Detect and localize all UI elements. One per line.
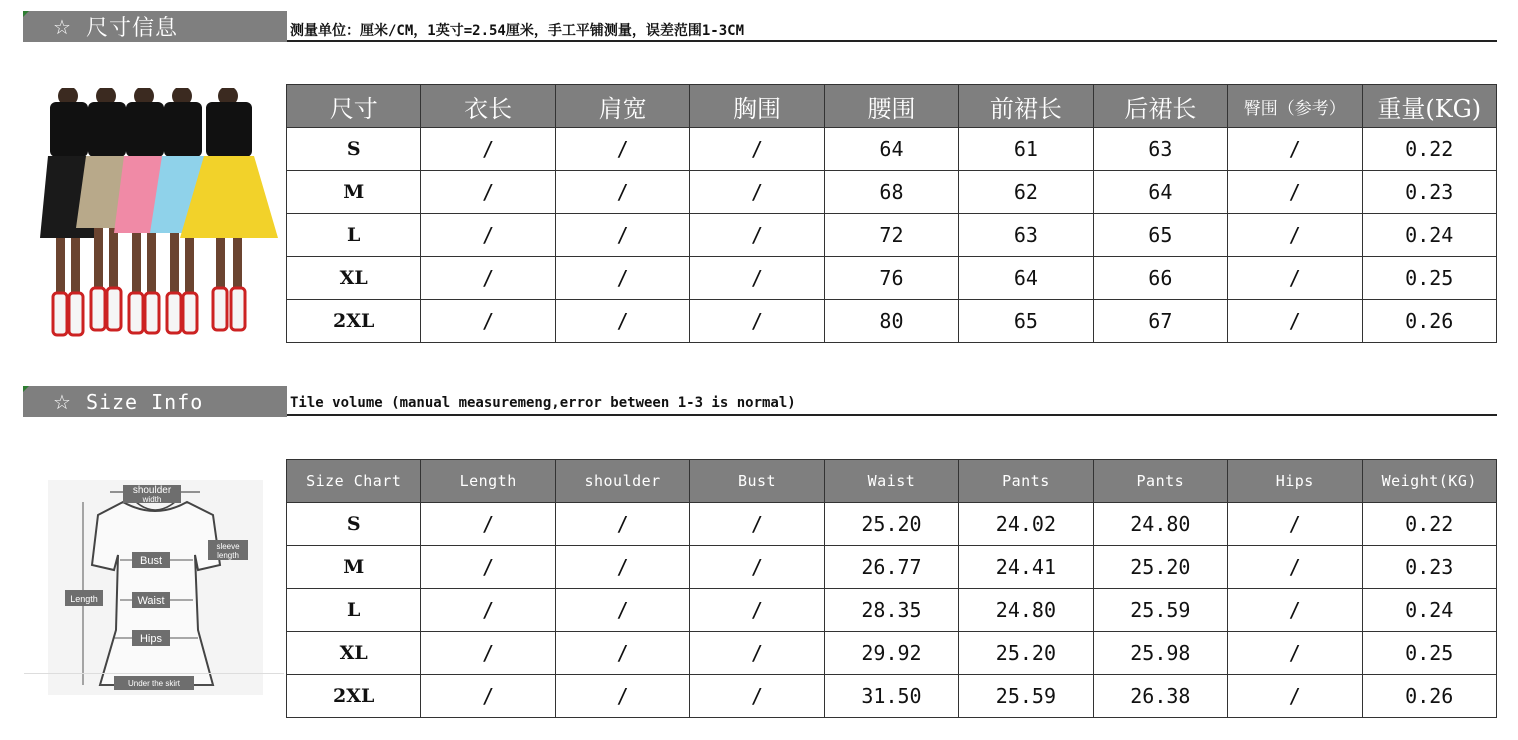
- cn-value-cell: 0.25: [1362, 257, 1497, 300]
- measurement-diagram: [48, 480, 263, 695]
- en-value-cell: /: [421, 589, 555, 632]
- cn-header-cell: 尺寸: [287, 85, 421, 128]
- cn-section-title: 尺寸信息: [85, 16, 178, 41]
- en-value-cell: 0.25: [1362, 632, 1497, 675]
- cn-header-cell: 衣长: [421, 85, 555, 128]
- cn-size-cell: M: [287, 171, 421, 214]
- en-header-cell: Pants: [959, 460, 1093, 503]
- en-size-cell: 2XL: [287, 675, 421, 718]
- en-value-cell: /: [1228, 503, 1362, 546]
- en-value-cell: 24.80: [959, 589, 1093, 632]
- cn-measure-note: 测量单位：厘米/CM，1英寸=2.54厘米，手工平铺测量，误差范围1-3CM: [290, 23, 745, 39]
- en-value-cell: 25.59: [1093, 589, 1227, 632]
- en-value-cell: /: [1228, 546, 1362, 589]
- cn-value-cell: 64: [1093, 171, 1227, 214]
- en-table-body: [287, 503, 1497, 718]
- cn-value-cell: /: [690, 300, 824, 343]
- cn-value-cell: /: [690, 128, 824, 171]
- cn-table-body: [287, 128, 1497, 343]
- en-value-cell: /: [690, 546, 824, 589]
- en-value-cell: /: [690, 589, 824, 632]
- faint-divider: [24, 673, 284, 674]
- en-size-cell: S: [287, 503, 421, 546]
- en-value-cell: 0.22: [1362, 503, 1497, 546]
- en-header-cell: Waist: [824, 460, 958, 503]
- en-value-cell: /: [421, 632, 555, 675]
- en-header-cell: Size Chart: [287, 460, 421, 503]
- en-value-cell: 24.02: [959, 503, 1093, 546]
- cn-value-cell: /: [555, 257, 689, 300]
- en-header-cell: Length: [421, 460, 555, 503]
- en-value-cell: 0.26: [1362, 675, 1497, 718]
- cn-value-cell: /: [1228, 214, 1362, 257]
- en-header-cell: Hips: [1228, 460, 1362, 503]
- cn-table-row: [287, 257, 1497, 300]
- model-figures: [40, 88, 278, 335]
- cn-value-cell: /: [690, 214, 824, 257]
- cn-table-row: [287, 128, 1497, 171]
- en-value-cell: 31.50: [824, 675, 958, 718]
- cn-size-table: [286, 84, 1497, 343]
- cn-value-cell: 63: [959, 214, 1093, 257]
- en-size-cell: M: [287, 546, 421, 589]
- cn-value-cell: 80: [824, 300, 958, 343]
- cn-value-cell: /: [421, 128, 555, 171]
- cn-value-cell: /: [1228, 171, 1362, 214]
- cn-value-cell: 62: [959, 171, 1093, 214]
- length-label: Length: [70, 594, 98, 604]
- cn-value-cell: /: [555, 214, 689, 257]
- cn-table-row: [287, 171, 1497, 214]
- en-table-row: [287, 632, 1497, 675]
- en-value-cell: /: [555, 546, 689, 589]
- en-size-table: [286, 459, 1497, 718]
- cn-header-underline: [287, 40, 1497, 42]
- cn-header-cell: 肩宽: [555, 85, 689, 128]
- en-value-cell: /: [555, 632, 689, 675]
- en-value-cell: 26.38: [1093, 675, 1227, 718]
- en-section-tab: [23, 386, 287, 417]
- cn-value-cell: 65: [959, 300, 1093, 343]
- cn-header-cell: 重量(KG): [1362, 85, 1497, 128]
- en-value-cell: 25.20: [824, 503, 958, 546]
- cn-value-cell: /: [1228, 300, 1362, 343]
- star-icon: ☆: [53, 14, 72, 39]
- cn-size-cell: XL: [287, 257, 421, 300]
- cn-value-cell: 65: [1093, 214, 1227, 257]
- cn-value-cell: 66: [1093, 257, 1227, 300]
- hips-label: Hips: [139, 633, 163, 645]
- cn-value-cell: 0.26: [1362, 300, 1497, 343]
- en-value-cell: /: [690, 503, 824, 546]
- en-measure-note: Tile volume (manual measuremeng,error between 1-3 is normal): [290, 395, 796, 411]
- en-value-cell: /: [690, 675, 824, 718]
- en-value-cell: 26.77: [824, 546, 958, 589]
- cn-value-cell: 72: [824, 214, 958, 257]
- en-value-cell: /: [421, 675, 555, 718]
- cn-header-cell: 臀围（参考）: [1228, 85, 1362, 128]
- en-value-cell: /: [555, 589, 689, 632]
- en-table-header-row: [287, 460, 1497, 503]
- cn-size-cell: S: [287, 128, 421, 171]
- cn-value-cell: 63: [1093, 128, 1227, 171]
- en-table-row: [287, 589, 1497, 632]
- under-skirt-label: Under the skirt: [127, 679, 181, 688]
- en-header-cell: Bust: [690, 460, 824, 503]
- en-section-title: Size Info: [85, 389, 204, 414]
- cn-value-cell: 67: [1093, 300, 1227, 343]
- cn-value-cell: /: [421, 214, 555, 257]
- cn-value-cell: 68: [824, 171, 958, 214]
- cn-header-cell: 后裙长: [1093, 85, 1227, 128]
- cn-size-cell: L: [287, 214, 421, 257]
- en-value-cell: 28.35: [824, 589, 958, 632]
- cn-value-cell: 64: [959, 257, 1093, 300]
- en-value-cell: 24.80: [1093, 503, 1227, 546]
- en-value-cell: /: [421, 503, 555, 546]
- cn-section-tab: [23, 11, 287, 42]
- en-value-cell: 25.20: [959, 632, 1093, 675]
- en-value-cell: 0.24: [1362, 589, 1497, 632]
- cn-value-cell: 0.24: [1362, 214, 1497, 257]
- star-icon: ☆: [53, 389, 72, 414]
- en-value-cell: /: [1228, 632, 1362, 675]
- cn-value-cell: /: [421, 300, 555, 343]
- waist-label: Waist: [137, 595, 165, 607]
- sleeve-length-label: length: [217, 551, 239, 560]
- cn-value-cell: 0.22: [1362, 128, 1497, 171]
- sleeve-label: sleeve: [216, 542, 240, 551]
- cn-table-header-row: [287, 85, 1497, 128]
- cn-value-cell: /: [690, 171, 824, 214]
- cn-value-cell: /: [690, 257, 824, 300]
- en-value-cell: 25.98: [1093, 632, 1227, 675]
- cn-value-cell: /: [421, 171, 555, 214]
- en-size-cell: L: [287, 589, 421, 632]
- en-table-row: [287, 675, 1497, 718]
- en-table-row: [287, 503, 1497, 546]
- cn-value-cell: /: [421, 257, 555, 300]
- en-header-cell: shoulder: [555, 460, 689, 503]
- en-header-underline: [287, 414, 1497, 416]
- tab-corner-mark: [23, 386, 29, 392]
- en-table-row: [287, 546, 1497, 589]
- en-value-cell: /: [555, 503, 689, 546]
- cn-size-cell: 2XL: [287, 300, 421, 343]
- en-value-cell: 25.20: [1093, 546, 1227, 589]
- en-value-cell: /: [1228, 675, 1362, 718]
- en-value-cell: /: [555, 675, 689, 718]
- tab-corner-mark: [23, 11, 29, 17]
- width-label: width: [142, 495, 162, 504]
- en-header-cell: Weight(KG): [1362, 460, 1497, 503]
- en-value-cell: 25.59: [959, 675, 1093, 718]
- bust-label: Bust: [139, 555, 163, 567]
- en-value-cell: 0.23: [1362, 546, 1497, 589]
- cn-table-row: [287, 214, 1497, 257]
- en-value-cell: /: [421, 546, 555, 589]
- en-value-cell: 29.92: [824, 632, 958, 675]
- en-header-cell: Pants: [1093, 460, 1227, 503]
- cn-header-cell: 胸围: [690, 85, 824, 128]
- en-value-cell: /: [690, 632, 824, 675]
- cn-header-cell: 前裙长: [959, 85, 1093, 128]
- cn-value-cell: 0.23: [1362, 171, 1497, 214]
- en-size-cell: XL: [287, 632, 421, 675]
- cn-table-row: [287, 300, 1497, 343]
- en-value-cell: 24.41: [959, 546, 1093, 589]
- shoulder-label: shoulder: [132, 485, 172, 496]
- product-photo: [28, 88, 283, 343]
- cn-header-cell: 腰围: [824, 85, 958, 128]
- cn-value-cell: /: [555, 128, 689, 171]
- cn-value-cell: /: [1228, 128, 1362, 171]
- cn-value-cell: 76: [824, 257, 958, 300]
- cn-value-cell: /: [555, 300, 689, 343]
- cn-value-cell: /: [1228, 257, 1362, 300]
- cn-value-cell: 64: [824, 128, 958, 171]
- cn-value-cell: /: [555, 171, 689, 214]
- cn-value-cell: 61: [959, 128, 1093, 171]
- en-value-cell: /: [1228, 589, 1362, 632]
